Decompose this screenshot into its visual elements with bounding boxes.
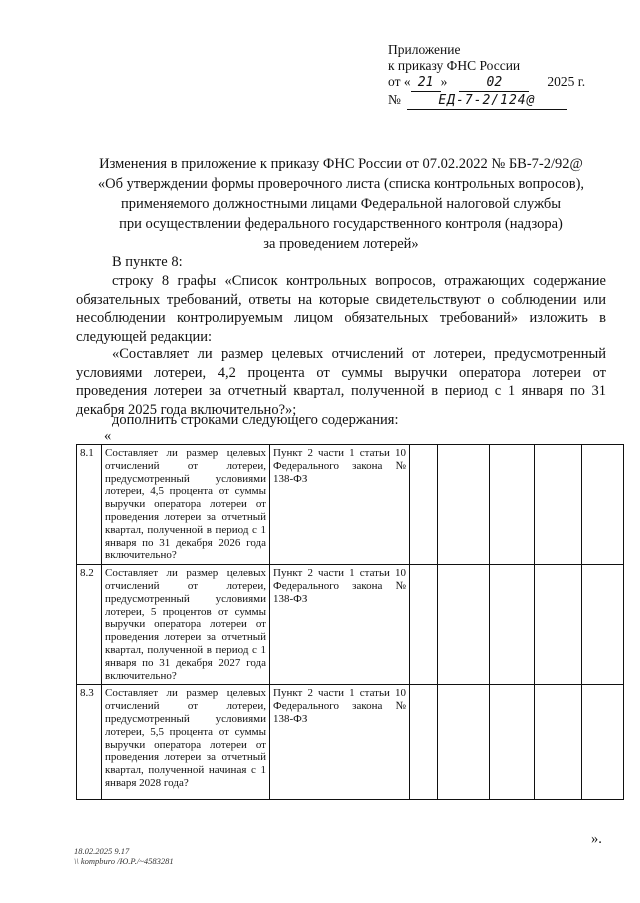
document-title: Изменения в приложение к приказу ФНС России от 07.02.2022 № БВ-7-2/92@ «Об утверждении формы проверочного листа (списка контрольных вопросов), применяемого должностными лицами Федеральной налоговой службы при осуществлении федерального государственного контроля (надзора) за проведением лотерей» <box>97 156 585 252</box>
empty-cell <box>582 685 624 800</box>
row-legal-basis: Пункт 2 части 1 статьи 10 Федерального закона № 138-ФЗ <box>270 685 410 800</box>
row-question: Составляет ли размер целевых отчислений от лотереи, предусмотренный условиями лотереи, 4,5 процента от суммы выручки оператора лотереи от проведения лотереи за отчетный квартал, полученной в период с 1 января по 31 декабря 2026 года включительно? <box>102 445 270 565</box>
quoted-question-paragraph: «Составляет ли размер целевых отчислений от лотереи, предусмотренный условиями лотереи, 4,2 процента от суммы выручки оператора лотереи от проведения лотереи за отчетный квартал, полученной в период с 1 января по 31 декабря 2025 года включительно?»; <box>76 346 606 418</box>
footer-file-path: \\ kompburo /Ю.Р./~4583281 <box>74 856 174 866</box>
row-question: Составляет ли размер целевых отчислений от лотереи, предусмотренный условиями лотереи, 5 процентов от суммы выручки оператора лотереи от проведения лотереи за отчетный квартал, полученной в период с 1 января по 31 декабря 2027 года включительно? <box>102 565 270 685</box>
table-row <box>77 685 624 800</box>
opening-quote: « <box>104 428 112 444</box>
appendix-label: Приложение <box>388 42 461 57</box>
empty-cell <box>438 445 490 565</box>
empty-cell <box>490 445 535 565</box>
empty-cell <box>490 565 535 685</box>
appendix-header <box>388 42 598 110</box>
empty-cell <box>438 685 490 800</box>
row-number: 8.1 <box>77 445 102 565</box>
empty-cell <box>410 565 438 685</box>
empty-cell <box>490 685 535 800</box>
point-heading: В пункте 8: <box>112 254 183 270</box>
row-legal-basis: Пункт 2 части 1 статьи 10 Федерального закона № 138-ФЗ <box>270 565 410 685</box>
row-number: 8.2 <box>77 565 102 685</box>
empty-cell <box>535 685 582 800</box>
row8-paragraph: строку 8 графы «Список контрольных вопросов, отражающих содержание обязательных требований, ответы на которые свидетельствуют о соблюдении или несоблюдении контролируемым лицом обязательных требований» изложить в следующей редакции: <box>76 273 606 345</box>
row-question: Составляет ли размер целевых отчислений от лотереи, предусмотренный условиями лотереи, 5,5 процента от суммы выручки оператора лотереи от проведения лотереи за отчетный квартал, полученной начиная с 1 января 2028 года? <box>102 685 270 800</box>
handwritten-day: 21 <box>411 75 441 92</box>
handwritten-order-number: ЕД-7-2/124@ <box>407 93 567 110</box>
footer-timestamp: 18.02.2025 9.17 <box>74 846 130 856</box>
empty-cell <box>410 685 438 800</box>
empty-cell <box>535 565 582 685</box>
appendix-number-line: № ЕД-7-2/124@ <box>388 92 598 110</box>
appendix-order-ref: к приказу ФНС России <box>388 58 521 73</box>
checklist-table <box>76 444 624 800</box>
empty-cell <box>438 565 490 685</box>
empty-cell <box>410 445 438 565</box>
empty-cell <box>582 445 624 565</box>
row-legal-basis: Пункт 2 части 1 статьи 10 Федерального закона № 138-ФЗ <box>270 445 410 565</box>
document-footer <box>74 846 174 866</box>
closing-quote: ». <box>591 831 602 847</box>
row-number: 8.3 <box>77 685 102 800</box>
empty-cell <box>582 565 624 685</box>
supplement-paragraph: дополнить строками следующего содержания: <box>112 412 399 428</box>
appendix-year: 2025 г. <box>547 74 586 89</box>
table-row <box>77 445 624 565</box>
handwritten-month: 02 <box>459 75 529 92</box>
appendix-date-line: от « 21 » 02 2025 г. <box>388 74 586 90</box>
table-row <box>77 565 624 685</box>
empty-cell <box>535 445 582 565</box>
